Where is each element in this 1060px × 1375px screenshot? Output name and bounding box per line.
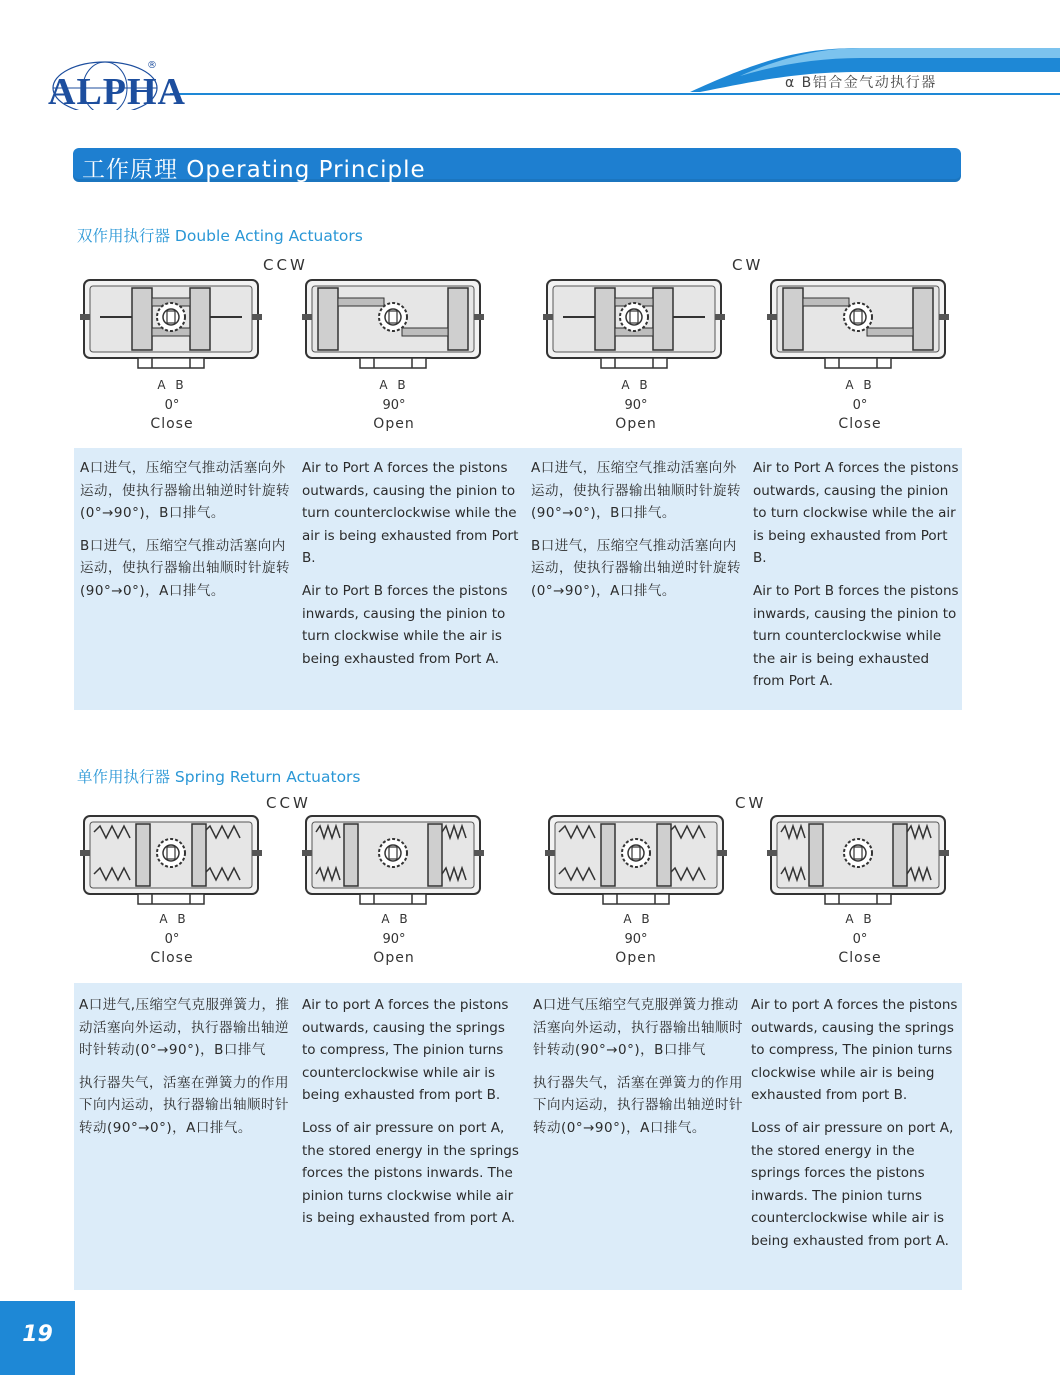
double-cw-label: CW [732,256,764,274]
ports-label: A B [159,912,189,926]
page-number: 19 [22,1322,53,1347]
angle-label: 90° [382,398,406,413]
spring-col2-text [302,994,522,1240]
double-col4-text [753,457,961,703]
state-label: Open [373,416,415,432]
paragraph: B口进气，压缩空气推动活塞向内运动，使执行器输出轴顺时针旋转(90°→0°)，A口排气。 [80,537,290,599]
ports-label: A B [623,912,653,926]
ports-label: A B [379,378,409,392]
angle-label: 0° [164,398,180,413]
angle-label: 0° [852,932,868,947]
state-label: Open [373,950,415,966]
paragraph: Loss of air pressure on port A, the stored energy in the springs forces the pistons inwards. The pinion turns counterclockwise while air is being exhausted from port A. [751,1119,954,1249]
paragraph: Loss of air pressure on port A, the stored energy in the springs forces the pistons inwards. The pinion turns clockwise while air is being exhausted from port A. [302,1119,519,1227]
paragraph: B口进气，压缩空气推动活塞向内运动，使执行器输出轴逆时针旋转(0°→90°)，A口排气。 [531,537,741,599]
spring-col3-text [533,994,743,1150]
double-diagram-3 [543,274,725,374]
spring-diagram-2 [302,810,484,910]
ports-label: A B [157,378,187,392]
spring-col1-text [79,994,293,1150]
state-label: Close [150,416,194,432]
angle-label: 0° [164,932,180,947]
double-col1-text [80,457,292,613]
ports-label: A B [381,912,411,926]
spring-diagram-3 [545,810,727,910]
ports-label: A B [845,912,875,926]
ports-label: A B [845,378,875,392]
company-logo: ALPHA [48,71,186,113]
angle-label: 0° [852,398,868,413]
paragraph: Air to Port A forces the pistons outwards, causing the pinion to turn counterclockwise while the air is being exhausted from Port B. [302,460,519,567]
paragraph: A口进气，压缩空气推动活塞向外运动，使执行器输出轴逆时针旋转(0°→90°)，B口排气。 [80,460,290,522]
document-title: α B铝合金气动执行器 [785,75,937,91]
double-acting-title: 双作用执行器 Double Acting Actuators [77,227,363,245]
paragraph: A口进气,压缩空气克服弹簧力，推动活塞向外运动，执行器输出轴逆时针转动(0°→90°)，B口排气 [79,997,290,1059]
spring-diagram-1 [80,810,262,910]
paragraph: Air to port A forces the pistons outwards, causing the springs to compress, The pinion turns counterclockwise while air is being exhausted from port B. [302,997,509,1104]
paragraph: A口进气，压缩空气推动活塞向外运动，使执行器输出轴顺时针旋转(90°→0°)，B口排气。 [531,460,741,522]
state-label: Close [838,950,882,966]
paragraph: Air to Port B forces the pistons inwards, causing the pinion to turn counterclockwise while the air is being exhausted from Port A. [753,582,959,690]
spring-ccw-label: CCW [266,794,311,812]
paragraph: 执行器失气，活塞在弹簧力的作用下向内运动，执行器输出轴逆时针转动(0°→90°)，A口排气。 [533,1074,743,1136]
double-diagram-4 [767,274,949,374]
double-diagram-2 [302,274,484,374]
paragraph: Air to Port B forces the pistons inwards, causing the pinion to turn clockwise while the air is being exhausted from Port A. [302,582,508,667]
state-label: Open [615,950,657,966]
double-col2-text [302,457,520,680]
double-ccw-label: CCW [263,256,308,274]
spring-cw-label: CW [735,794,767,812]
spring-return-title: 单作用执行器 Spring Return Actuators [77,768,361,786]
registered-mark: ® [147,60,157,71]
section-title: 工作原理 Operating Principle [82,157,426,183]
ports-label: A B [621,378,651,392]
angle-label: 90° [382,932,406,947]
angle-label: 90° [624,398,648,413]
state-label: Close [150,950,194,966]
double-col3-text [531,457,743,613]
double-diagram-1 [80,274,262,374]
spring-diagram-4 [767,810,949,910]
paragraph: A口进气压缩空气克服弹簧力推动活塞向外运动，执行器输出轴顺时针转动(90°→0°)，B口排气 [533,997,743,1059]
state-label: Close [838,416,882,432]
angle-label: 90° [624,932,648,947]
paragraph: 执行器失气，活塞在弹簧力的作用下向内运动，执行器输出轴顺时针转动(90°→0°)，A口排气。 [79,1074,289,1136]
state-label: Open [615,416,657,432]
paragraph: Air to port A forces the pistons outwards, causing the springs to compress, The pinion turns clockwise while air is being exhausted from port B. [751,997,958,1104]
spring-col4-text [751,994,961,1263]
paragraph: Air to Port A forces the pistons outwards, causing the pinion to turn clockwise while the air is being exhausted from Port B. [753,460,959,567]
